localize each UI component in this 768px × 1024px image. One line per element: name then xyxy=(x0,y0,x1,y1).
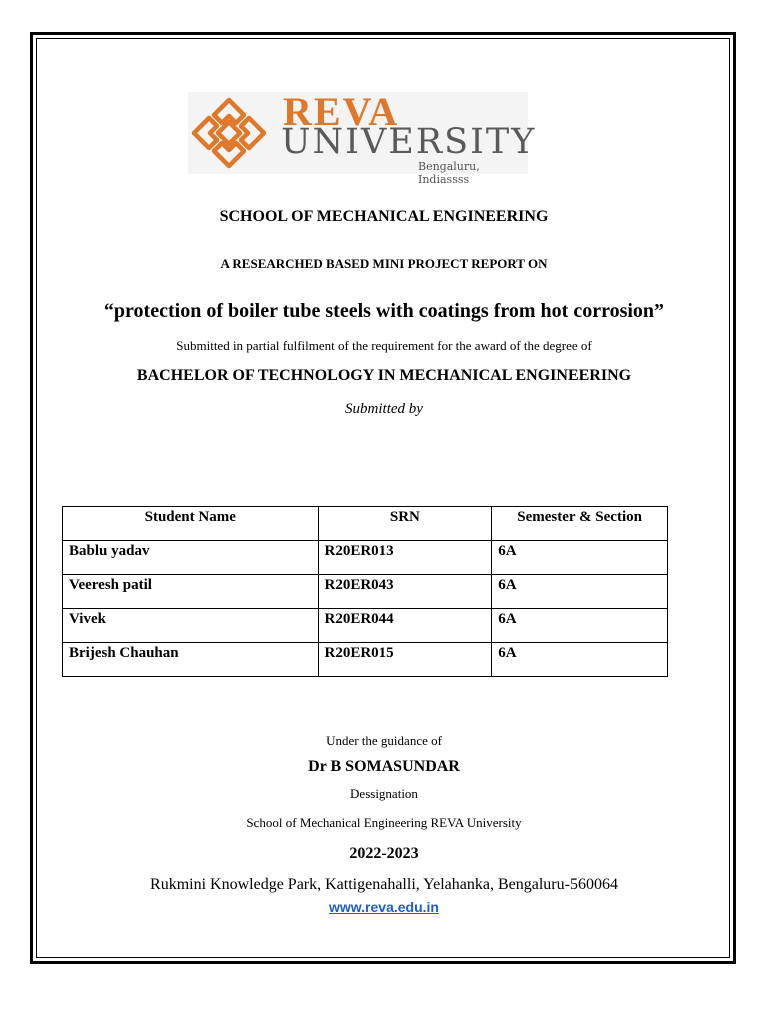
column-header-srn: SRN xyxy=(318,507,492,541)
table-header-row xyxy=(63,507,668,541)
table-row xyxy=(63,541,668,575)
report-type: A RESEARCHED BASED MINI PROJECT REPORT ON xyxy=(220,256,548,271)
logo-reva-text: REVA xyxy=(283,89,400,134)
column-header-student-name: Student Name xyxy=(63,507,319,541)
website-link[interactable]: www.reva.edu.in xyxy=(329,899,439,915)
semester-section-cell: 6A xyxy=(492,575,668,609)
submission-statement: Submitted in partial fulfilment of the requirement for the award of the degree of xyxy=(176,338,592,353)
logo-university-text: UNIVERSITY xyxy=(281,122,537,162)
student-name-cell: Vivek xyxy=(63,609,319,643)
project-title: “protection of boiler tube steels with coatings from hot corrosion” xyxy=(103,300,665,322)
srn-cell: R20ER044 xyxy=(318,609,492,643)
guidance-label: Under the guidance of xyxy=(326,733,442,748)
semester-section-cell: 6A xyxy=(492,643,668,677)
srn-cell: R20ER015 xyxy=(318,643,492,677)
students-table xyxy=(62,506,668,677)
semester-section-cell: 6A xyxy=(492,609,668,643)
column-header-semester-section: Semester & Section xyxy=(492,507,668,541)
school-heading: SCHOOL OF MECHANICAL ENGINEERING xyxy=(219,208,549,225)
table-row xyxy=(63,575,668,609)
table-row xyxy=(63,643,668,677)
submitted-by-label: Submitted by xyxy=(345,401,423,417)
school-university-line: School of Mechanical Engineering REVA University xyxy=(246,815,522,830)
student-name-cell: Veeresh patil xyxy=(63,575,319,609)
reva-knot-emblem-icon xyxy=(188,92,270,174)
reva-university-logo xyxy=(188,89,537,186)
student-name-cell: Brijesh Chauhan xyxy=(63,643,319,677)
srn-cell: R20ER013 xyxy=(318,541,492,575)
semester-section-cell: 6A xyxy=(492,541,668,575)
table-row xyxy=(63,609,668,643)
student-name-cell: Bablu yadav xyxy=(63,541,319,575)
degree-name: BACHELOR OF TECHNOLOGY IN MECHANICAL ENGINEERING xyxy=(136,367,632,384)
srn-cell: R20ER043 xyxy=(318,575,492,609)
logo-location-text: Bengaluru, Indiassss xyxy=(418,160,480,186)
guide-name: Dr B SOMASUNDAR xyxy=(308,758,460,775)
guide-designation: Dessignation xyxy=(350,786,418,801)
university-address: Rukmini Knowledge Park, Kattigenahalli, Yelahanka, Bengaluru-560064 xyxy=(150,876,618,893)
academic-year: 2022-2023 xyxy=(349,845,419,862)
